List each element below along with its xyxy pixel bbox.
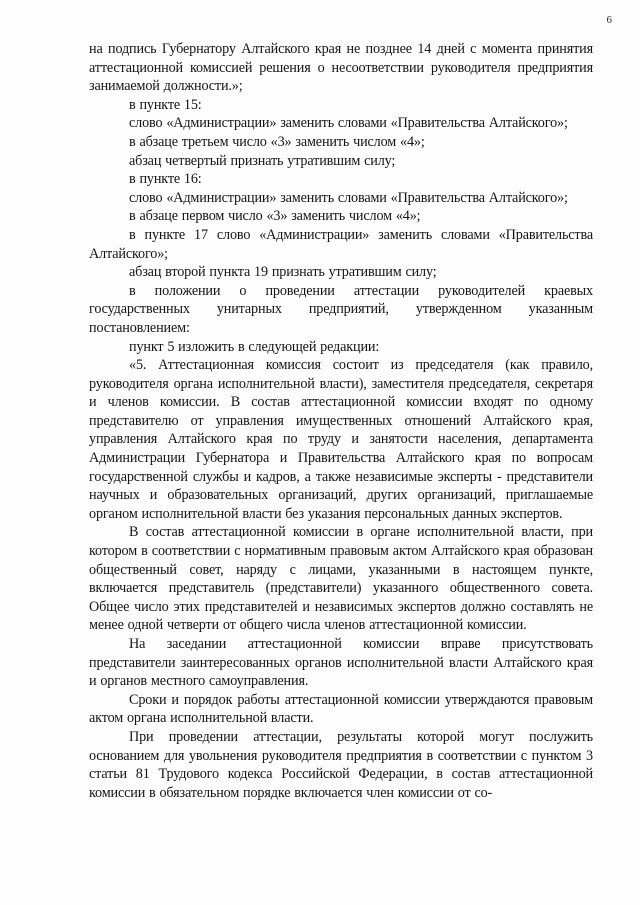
paragraph: в пункте 16: — [129, 171, 202, 188]
paragraph: абзац четвертый признать утратившим силу; — [129, 152, 396, 169]
paragraph: В состав аттестационной комиссии в органе исполнительной власти, при котором в соответствии с нормативным правовым актом Алтайского края образован общественный совет, наряду с лицами, указанными в настоящем пункте, включается представитель (представители) указанного общественного совета. Общее число этих представителей и независимых экспертов должно составлять не менее одной четверти от общего числа членов аттестационной комиссии. — [89, 524, 593, 634]
paragraph: «5. Аттестационная комиссия состоит из председателя (как правило, руководителя органа исполнительной власти), заместителя председателя, секретаря и членов комиссии. В состав аттестационной комиссии входят по одному представителю от управления имущественных отношений Алтайского края, управления Алтайского края по труду и занятости населения, департамента Администрации Губернатора и Правительства Алтайского края по вопросам государственной службы и кадров, а также независимые эксперты - представители научных и образовательных организаций, других организаций, приглашаемые органом исполнительной власти без указания персональных данных экспертов. — [89, 357, 593, 522]
paragraph: абзац второй пункта 19 признать утратившим силу; — [129, 264, 437, 281]
paragraph: При проведении аттестации, результаты которой могут послужить основанием для увольнения руководителя предприятия в соответствии с пунктом 3 статьи 81 Трудового кодекса Российской Федерации, в состав аттестационной комиссии в обязательном порядке включается член комиссии от со- — [89, 728, 593, 801]
paragraph: на подпись Губернатору Алтайского края не позднее 14 дней с момента принятия аттестационной комиссией решения о несоответствии руководителя предприятия занимаемой должности.»; — [89, 41, 593, 95]
paragraph: в положении о проведении аттестации руководителей краевых государственных унитарных предприятий, утвержденном указанным постановлением: — [89, 282, 593, 336]
paragraph: Сроки и порядок работы аттестационной комиссии утверждаются правовым актом органа исполнительной власти. — [89, 691, 593, 727]
paragraph: слово «Администрации» заменить словами «Правительства Алтайского»; — [129, 115, 568, 132]
paragraph: На заседании аттестационной комиссии вправе присутствовать представители заинтересованных органов исполнительной власти Алтайского края и органов местного самоуправления. — [89, 636, 593, 690]
paragraph: в абзаце третьем число «3» заменить числом «4»; — [129, 133, 425, 150]
paragraph: в абзаце первом число «3» заменить числом «4»; — [129, 208, 421, 225]
page-number: 6 — [606, 14, 612, 26]
paragraph: в пункте 15: — [129, 96, 202, 113]
paragraph: в пункте 17 слово «Администрации» заменить словами «Правительства Алтайского»; — [89, 226, 593, 262]
document-body — [89, 40, 593, 802]
paragraph: пункт 5 изложить в следующей редакции: — [129, 338, 380, 355]
paragraph: слово «Администрации» заменить словами «Правительства Алтайского»; — [129, 189, 568, 206]
